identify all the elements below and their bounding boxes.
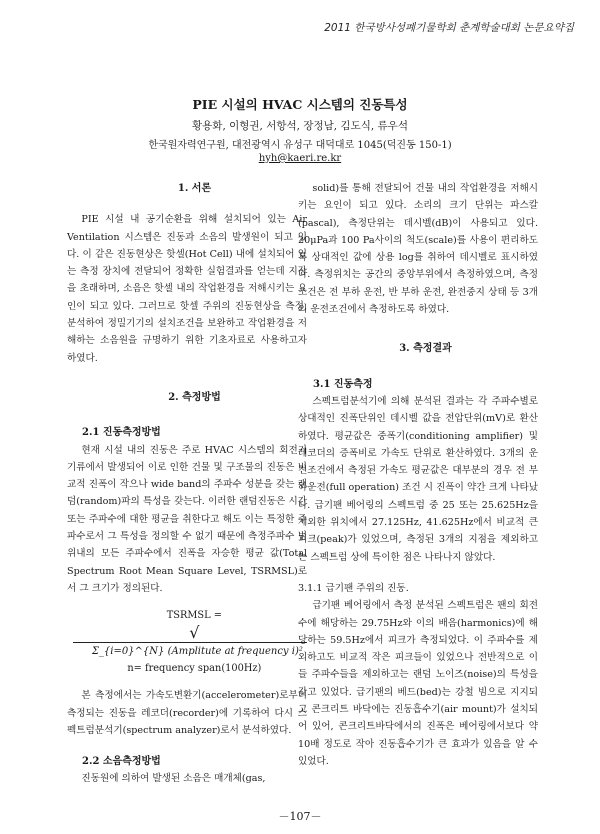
noise-method-continued-paragraph: solid)를 통해 전달되어 건물 내의 작업환경을 저해시키는 요인이 되고 있다. 소리의 크기 단위는 파스칼(pascal), 측정단위는 데시벨(dB)이 사용되고 있다. 20μPa과 100 Pa사이의 척도(scale)를 사용이 편리하도록 상대적인 값에 상용 log를 취하여 데시벨로 표시하였다. 측정위치는 공간의 중앙부위에서 측정하였으며, 측정조건은 전 부하 운전, 반 부하 운전, 완전중지 상태 등 3개의 운전조건에서 측정하도록 하였다. bbox=[298, 183, 538, 316]
subsection-heading-vibration-method: 2.1 진동측정방법 bbox=[82, 427, 161, 439]
subsection-heading-noise-method: 2.2 소음측정방법 bbox=[82, 756, 161, 768]
formula-sum: Σ_{i=0}^{N} bbox=[91, 646, 165, 658]
subsubsection-heading-supply-fan: 3.1.1 급기팬 주위의 진동. bbox=[298, 582, 409, 594]
right-column bbox=[298, 180, 538, 770]
vibration-method-paragraph: 현재 시설 내의 진동은 주로 HVAC 시스템의 회전기기류에서 발생되어 이로 인한 건물 및 구조물의 진동은 비교적 진폭이 작으나 wide band의 주파수 성분을 갖는 랜덤(random)파의 특성을 갖는다. 이러한 랜덤진동은 시간 또는 주파수에 대한 평균을 취한다고 해도 이는 특정한 주파수로서 그 특성을 정의할 수 없기 때문에 측정주파수 범위내의 모든 주파수에서 진폭을 자승한 평균 값(Total Spectrum Root Mean Square Level, TSRMSL)로서 그 크기가 정의된다. bbox=[67, 444, 307, 594]
section-heading-results: 3. 측정결과 bbox=[399, 343, 452, 355]
vibration-results-paragraph: 스펙트럼분석기에 의해 분석된 결과는 각 주파수별로 상대적인 진폭단위인 데시벨 값을 전압단위(mV)로 환산하였다. 평균값은 중폭기(conditioning amplifier) 및 레코더의 증폭비로 가속도 단위로 환산하였다. 3개의 운전조건에서 측정된 가속도 평균값은 대부분의 경우 전 부하운전(full operation) 조건 시 진폭이 약간 크게 나타났다. 급기팬 베어링의 스펙트럼 중 25 또는 25.625Hz을 제외한 위치에서 27.125Hz, 41.625Hz에서 비교적 큰 피크(peak)가 있었으며, 측정된 3개의 지점을 제외하고는 스펙트럼 상에 특이한 점은 나타나지 않았다. bbox=[298, 395, 538, 563]
page-number: －107－ bbox=[278, 810, 322, 823]
measurement-paragraph: 본 측정에서는 가속도변환기(accelerometer)로부터 측정되는 진동을 레코더(recorder)에 기록하여 다시 스펙트럼분석기(spectrum analyzer)로서 분석하였다. bbox=[67, 690, 307, 736]
left-column bbox=[67, 180, 307, 788]
introduction-paragraph: PIE 시설 내 공기순환을 위해 설치되어 있는 Air Ventilation 시스템은 진동과 소음의 발생원이 되고 있다. 이 같은 진동현상은 핫셀(Hot Cell) 내에 설치되어 있는 측정 장치에 전달되어 정확한 실험결과를 얻는데 지장을 초래하며, 소음은 핫셀 내의 작업환경을 저해시키는 요인이 되고 있다. 그러므로 핫셀 주위의 진동현상을 측정, 분석하여 정밀기기의 설치조건을 보완하고 작업환경을 저해하는 소음원을 규명하기 위한 기초자료로 사용하고자 하였다. bbox=[67, 214, 307, 364]
paper-affiliation: 한국원자력연구원, 대전광역시 유성구 대덕대로 1045(덕진동 150-1) bbox=[148, 140, 452, 151]
formula-body: (Amplitute at frequency i)² bbox=[167, 646, 303, 658]
formula-lhs: TSRMSL = bbox=[166, 610, 222, 622]
conference-header: 2011 한국방사성폐기물학회 춘계학술대회 논문요약집 bbox=[324, 22, 574, 34]
paper-title: PIE 시설의 HVAC 시스템의 진동특성 bbox=[192, 97, 408, 112]
section-heading-method: 2. 측정방법 bbox=[168, 391, 221, 403]
sqrt-symbol: √ bbox=[189, 623, 200, 643]
supply-fan-paragraph: 급기팬 베어링에서 측정 분석된 스펙트럼은 팬의 회전수에 해당하는 29.75Hz와 이의 배음(harmonics)에 해당하는 59.5Hz에서 피크가 측정되었다. 이 주파수를 제외하고도 비교적 작은 피크들이 있었으나 전반적으로 이들 주파수들을 제외하고는 랜덤 노이즈(noise)의 특성을 갖고 있었다. 급기팬의 베드(bed)는 강철 빔으로 지지되고 콘크리트 바닥에는 진동흡수기(air mount)가 설치되어 있어, 콘크리트바닥에서의 진폭은 베어링에서보다 약 10배 정도로 작아 진동흡수기가 큰 효과가 있음을 알 수 있었다. bbox=[298, 600, 538, 767]
noise-method-paragraph: 진동원에 의하여 발생된 소음은 매개체(gas, bbox=[81, 773, 266, 785]
author-email: hyh@kaeri.re.kr bbox=[258, 153, 342, 164]
section-heading-introduction: 1. 서론 bbox=[177, 183, 212, 194]
paper-authors: 황용화, 이형권, 서항석, 장정남, 김도식, 류우석 bbox=[192, 120, 408, 132]
formula-rms bbox=[67, 624, 307, 660]
subsection-heading-vibration-results: 3.1 진동측정 bbox=[313, 378, 373, 390]
formula-note: n= frequency span(100Hz) bbox=[127, 663, 262, 675]
